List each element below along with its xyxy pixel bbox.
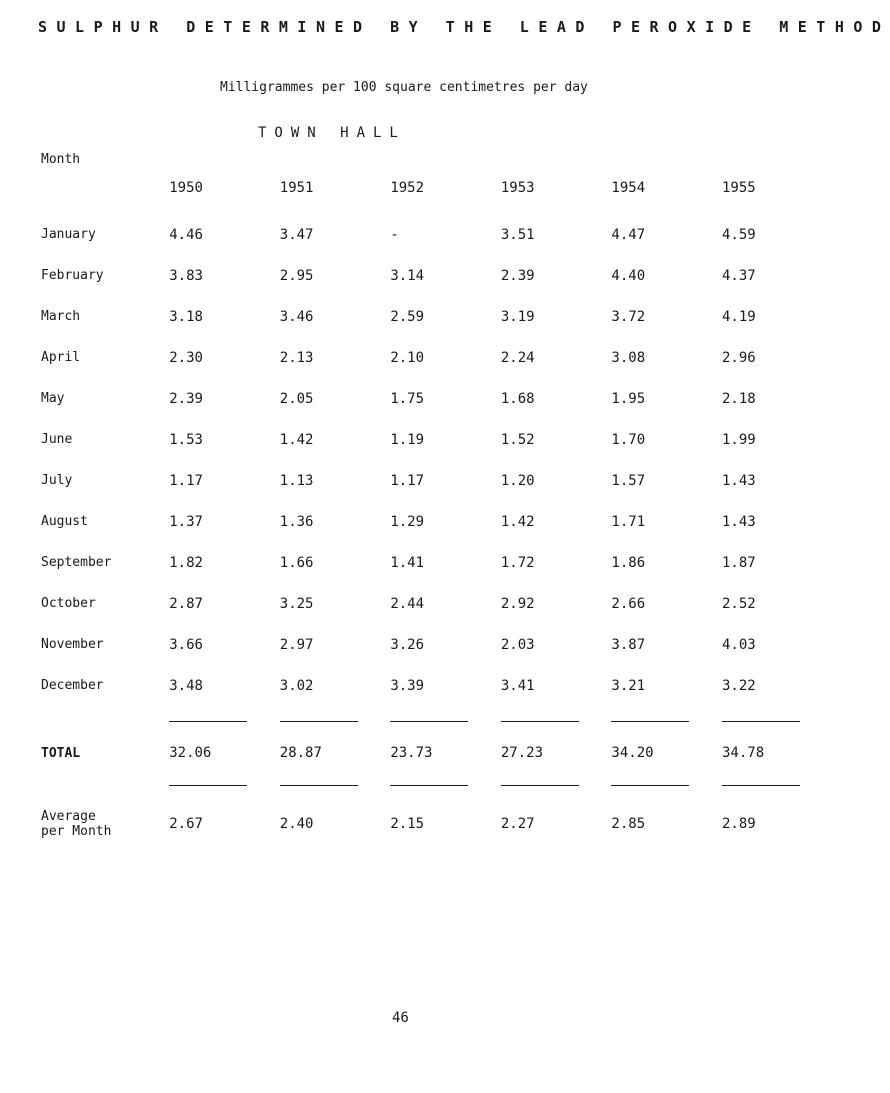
average-row: [0, 800, 800, 848]
value-cell: 1.72: [500, 554, 535, 571]
year-header-1955: 1955: [722, 180, 756, 196]
year-header-1951: 1951: [279, 180, 314, 196]
value-cell: 1.29: [390, 513, 425, 530]
table-row: [0, 419, 800, 460]
table-row: [0, 583, 800, 624]
value-cell: 3.02: [279, 677, 314, 694]
value-cell: 1.17: [390, 472, 425, 489]
average-value: 2.27: [500, 816, 535, 832]
average-label-line2: per Month: [41, 824, 112, 839]
month-column-header: Month: [41, 152, 81, 167]
value-cell: 4.46: [169, 226, 203, 243]
value-cell: 3.87: [611, 636, 646, 653]
average-label-line1: Average: [41, 809, 96, 824]
value-cell: 3.83: [169, 267, 203, 284]
value-cell: 3.48: [169, 677, 203, 694]
average-value: 2.15: [390, 816, 425, 832]
value-cell: 2.87: [169, 595, 203, 612]
value-cell: 3.66: [169, 636, 203, 653]
value-cell: 1.42: [500, 513, 535, 530]
year-header-1950: 1950: [169, 180, 203, 196]
total-row: [0, 736, 800, 770]
value-cell: 1.13: [279, 472, 314, 489]
value-cell: 3.25: [279, 595, 314, 612]
table-row: [0, 337, 800, 378]
value-cell: 1.71: [611, 513, 646, 530]
value-cell: 3.19: [500, 308, 535, 325]
total-value: 23.73: [390, 745, 433, 761]
value-cell: 1.66: [279, 554, 314, 571]
total-value: 28.87: [279, 745, 322, 761]
table-row: [0, 501, 800, 542]
value-cell: 2.92: [500, 595, 535, 612]
value-cell: 1.42: [279, 431, 314, 448]
value-cell: 1.86: [611, 554, 646, 571]
document-title: SULPHUR DETERMINED BY THE LEAD PEROXIDE METHOD: [38, 18, 890, 36]
total-value: 32.06: [169, 745, 212, 761]
value-cell: 2.52: [722, 595, 756, 612]
value-cell: 1.87: [722, 554, 756, 571]
rule-line: [358, 706, 469, 736]
rule-line: [358, 770, 469, 800]
value-cell: 1.57: [611, 472, 646, 489]
table-row: [0, 378, 800, 419]
value-cell: 1.70: [611, 431, 646, 448]
value-cell: 1.95: [611, 390, 646, 407]
value-cell: 2.59: [390, 308, 425, 325]
average-value: 2.40: [279, 816, 314, 832]
value-cell: 1.52: [500, 431, 535, 448]
header-spacer: [0, 162, 137, 214]
year-header-1953: 1953: [500, 180, 535, 196]
month-label: March: [41, 309, 81, 324]
table-row: [0, 214, 800, 255]
value-cell: 3.26: [390, 636, 425, 653]
month-label: September: [41, 555, 112, 570]
value-cell: 2.03: [500, 636, 535, 653]
month-label: November: [41, 637, 104, 652]
value-cell: 2.13: [279, 349, 314, 366]
value-cell: 2.97: [279, 636, 314, 653]
table-row: [0, 624, 800, 665]
value-cell: 1.20: [500, 472, 535, 489]
value-cell: 3.72: [611, 308, 646, 325]
total-value: 34.20: [611, 745, 654, 761]
value-cell: 3.22: [722, 677, 756, 694]
value-cell: 2.18: [722, 390, 756, 407]
value-cell: 1.41: [390, 554, 425, 571]
month-label: December: [41, 678, 104, 693]
table-row: [0, 460, 800, 501]
value-cell: 2.24: [500, 349, 535, 366]
month-label: May: [41, 391, 65, 406]
value-cell: 4.59: [722, 226, 756, 243]
rule-line: [137, 706, 248, 736]
value-cell: 1.17: [169, 472, 203, 489]
value-cell: 4.40: [611, 267, 646, 284]
month-label: January: [41, 227, 96, 242]
total-value: 27.23: [500, 745, 544, 761]
value-cell: 1.43: [722, 513, 756, 530]
table-row: [0, 255, 800, 296]
value-cell: 2.05: [279, 390, 314, 407]
value-cell: 2.66: [611, 595, 646, 612]
rule-line: [247, 770, 358, 800]
value-cell: 1.99: [722, 431, 756, 448]
total-label: TOTAL: [41, 745, 81, 761]
value-cell: 1.53: [169, 431, 203, 448]
table-row: [0, 665, 800, 706]
value-cell: 3.18: [169, 308, 203, 325]
year-header-1954: 1954: [611, 180, 646, 196]
separator-rule-bottom: [0, 770, 800, 800]
value-cell: 1.75: [390, 390, 425, 407]
rule-line: [689, 706, 800, 736]
sulphur-data-table: [0, 162, 800, 848]
average-value: 2.85: [611, 816, 646, 832]
value-cell: 2.95: [279, 267, 314, 284]
value-cell: 2.96: [722, 349, 756, 366]
location-heading: TOWN HALL: [258, 125, 406, 141]
total-value: 34.78: [722, 745, 765, 761]
value-cell: 3.21: [611, 677, 646, 694]
average-value: 2.67: [169, 816, 203, 832]
month-label: June: [41, 432, 73, 447]
value-cell: 1.37: [169, 513, 203, 530]
rule-line: [579, 770, 690, 800]
value-cell: 3.41: [500, 677, 535, 694]
separator-rule-top: [0, 706, 800, 736]
month-label: February: [41, 268, 104, 283]
month-label: July: [41, 473, 73, 488]
average-value: 2.89: [722, 816, 756, 832]
value-cell: 3.39: [390, 677, 425, 694]
rule-line: [137, 770, 248, 800]
value-cell: 2.39: [500, 267, 535, 284]
value-cell: 2.30: [169, 349, 203, 366]
value-cell: 2.10: [390, 349, 425, 366]
table-row: [0, 296, 800, 337]
table-row: [0, 542, 800, 583]
month-label: August: [41, 514, 88, 529]
value-cell: 1.36: [279, 513, 314, 530]
value-cell: 3.46: [279, 308, 314, 325]
rule-line: [247, 706, 358, 736]
value-cell: 2.44: [390, 595, 425, 612]
value-cell: 1.19: [390, 431, 425, 448]
month-label: April: [41, 350, 81, 365]
value-cell: 1.43: [722, 472, 756, 489]
value-cell: 3.47: [279, 226, 314, 243]
value-cell: 4.19: [722, 308, 756, 325]
value-cell: 4.03: [722, 636, 756, 653]
value-cell: 3.08: [611, 349, 646, 366]
year-header-row: [0, 162, 800, 214]
year-header-1952: 1952: [390, 180, 425, 196]
monthly-values: [0, 214, 800, 848]
value-cell: 2.39: [169, 390, 203, 407]
rule-line: [579, 706, 690, 736]
units-subtitle: Milligrammes per 100 square centimetres per day: [220, 80, 588, 95]
value-cell: 1.82: [169, 554, 203, 571]
value-cell: 3.14: [390, 267, 425, 284]
value-cell: 1.68: [500, 390, 535, 407]
average-label: [0, 800, 137, 848]
rule-line: [468, 706, 579, 736]
rule-line: [468, 770, 579, 800]
month-label: October: [41, 596, 96, 611]
page-number: 46: [392, 1010, 409, 1026]
value-cell: 4.37: [722, 267, 756, 284]
value-cell: 4.47: [611, 226, 646, 243]
value-cell: -: [390, 226, 399, 243]
value-cell: 3.51: [500, 226, 535, 243]
rule-line: [689, 770, 800, 800]
